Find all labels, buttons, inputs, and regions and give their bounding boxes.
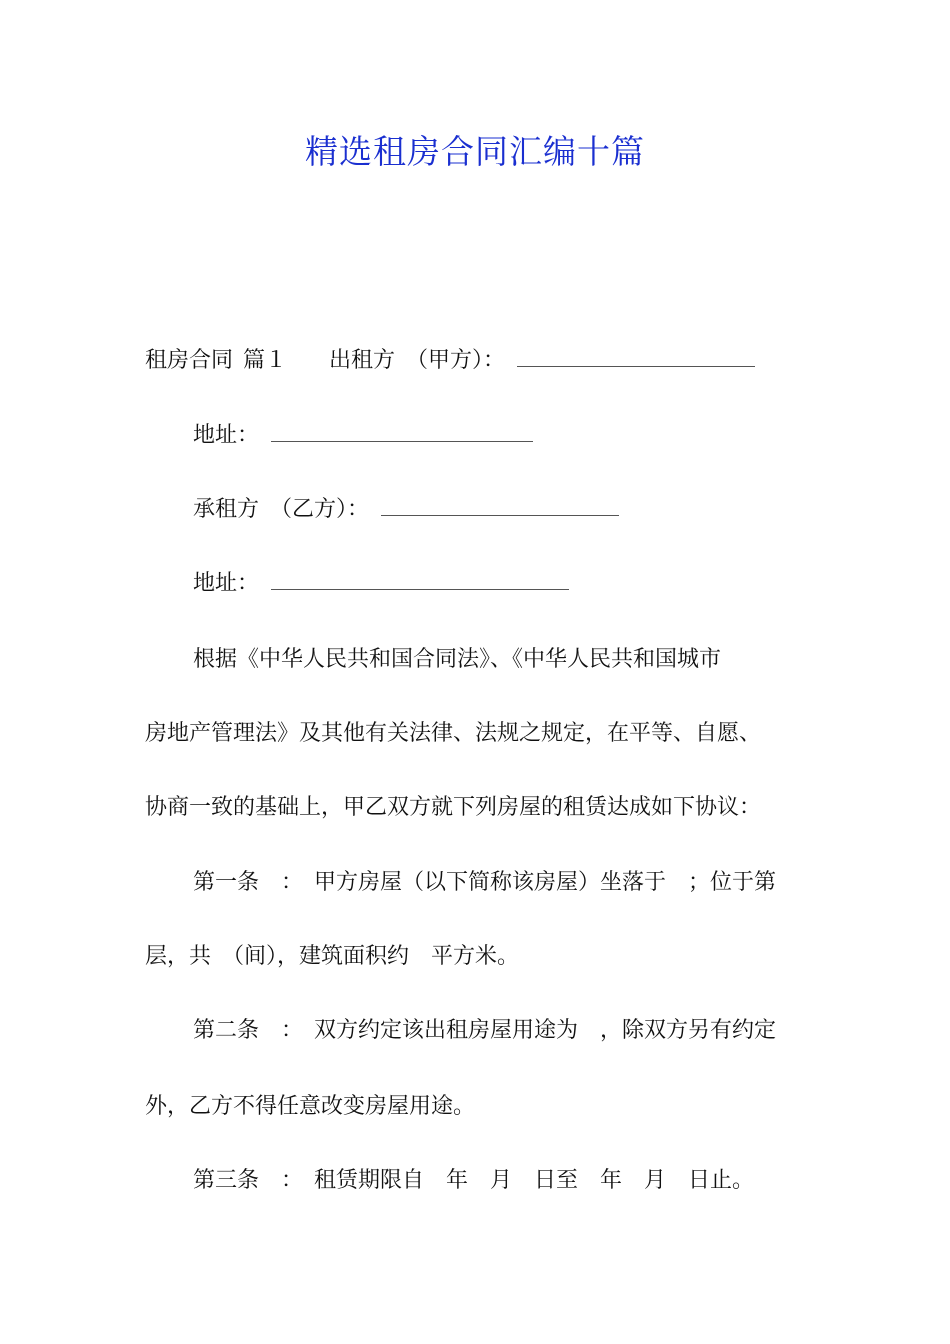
paragraph-line: 第一条 ： 甲方房屋（以下简称该房屋）坐落于 ；位于第 — [193, 870, 777, 895]
section-label: 租房合同 — [145, 348, 234, 373]
lessee-address-blank — [271, 565, 569, 590]
lessee-line — [193, 491, 619, 528]
paragraph-line: 层，共 （间），建筑面积约 平方米。 — [145, 944, 520, 969]
lessee-blank — [381, 491, 619, 516]
lessee-address-label: 地址： — [193, 571, 260, 596]
document-title: 精选租房合同汇编十篇 — [305, 132, 645, 171]
lessor-label: 出租方 （甲方）： — [329, 348, 506, 373]
paragraph-line: 房地产管理法》及其他有关法律、法规之规定，在平等、自愿、 — [145, 721, 762, 746]
paragraph-line: 外，乙方不得任意改变房屋用途。 — [145, 1094, 476, 1119]
paragraph-line: 根据《中华人民共和国合同法》、《中华人民共和国城市 — [193, 647, 722, 672]
paragraph-line: 第三条 ： 租赁期限自 年 月 日至 年 月 日止。 — [193, 1168, 755, 1193]
lessor-address-label: 地址： — [193, 423, 260, 448]
paragraph-line: 第二条 ： 双方约定该出租房屋用途为 ，除双方另有约定 — [193, 1018, 777, 1043]
lessor-address-line — [193, 417, 533, 454]
lessee-address-line — [193, 565, 569, 602]
lessee-label: 承租方 （乙方）： — [193, 497, 370, 522]
lessor-blank — [517, 342, 755, 367]
paragraph-line: 协商一致的基础上，甲乙双方就下列房屋的租赁达成如下协议： — [145, 795, 762, 820]
contract-header-line — [145, 342, 755, 379]
part-label: 篇１ — [243, 348, 288, 373]
lessor-address-blank — [271, 417, 533, 442]
